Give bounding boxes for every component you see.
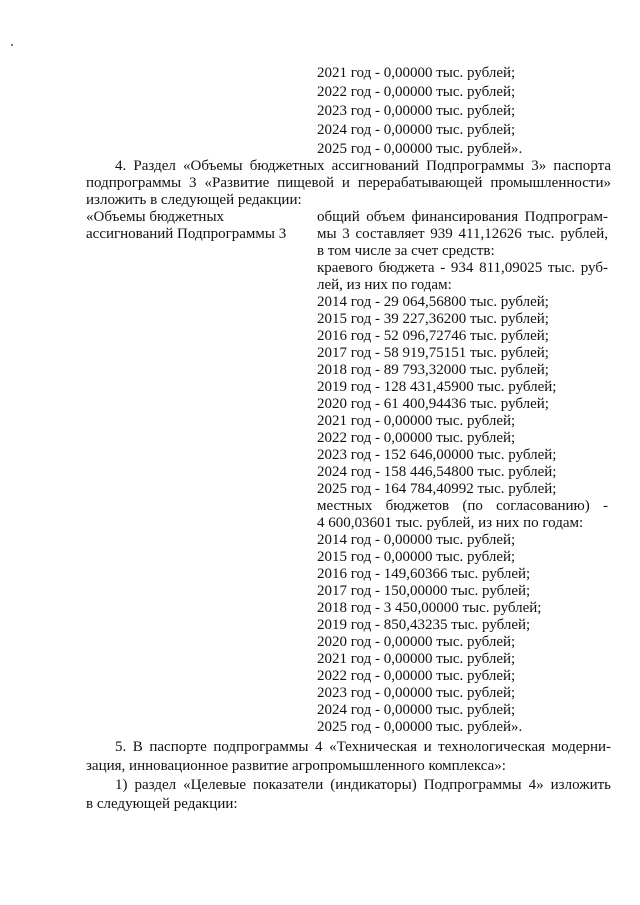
section-5-line: зация, инновационное развитие агропромышленного комплекса»: [86,758,506,774]
section-5-line: в следующей редакции: [86,796,238,812]
section-5-line: 1) раздел «Целевые показатели (индикаторы) Подпрограммы 4» изложить [115,777,611,793]
local-year-line: 2022 год - 0,00000 тыс. рублей; [317,668,516,684]
regional-year-line: 2020 год - 61 400,94436 тыс. рублей; [317,396,549,412]
regional-year-line: 2017 год - 58 919,75151 тыс. рублей; [317,345,549,361]
financing-text-line: краевого бюджета - 934 811,09025 тыс. руб- [317,260,608,276]
local-year-line: 2017 год - 150,00000 тыс. рублей; [317,583,531,599]
regional-year-line: 2025 год - 164 784,40992 тыс. рублей; [317,481,557,497]
regional-year-line: 2021 год - 0,00000 тыс. рублей; [317,413,516,429]
budget-label-line: ассигнований Подпрограммы 3 [86,226,287,242]
financing-text-line: в том числе за счет средств: [317,243,495,259]
local-year-line: 2020 год - 0,00000 тыс. рублей; [317,634,516,650]
regional-year-line: 2019 год - 128 431,45900 тыс. рублей; [317,379,557,395]
financing-text-line: мы 3 составляет 939 411,12626 тыс. рублей, [317,226,608,242]
regional-year-line: 2016 год - 52 096,72746 тыс. рублей; [317,328,549,344]
top-year-line: 2021 год - 0,00000 тыс. рублей; [317,65,516,81]
top-year-line: 2023 год - 0,00000 тыс. рублей; [317,103,516,119]
top-year-line: 2025 год - 0,00000 тыс. рублей». [317,141,523,157]
local-budget-line: местных бюджетов (по согласованию) - [317,498,608,514]
local-budget-line: 4 600,03601 тыс. рублей, из них по годам: [317,515,584,531]
local-year-line: 2015 год - 0,00000 тыс. рублей; [317,549,516,565]
section-5-line: 5. В паспорте подпрограммы 4 «Техническая и технологическая модерни- [115,739,611,755]
section-4-line: изложить в следующей редакции: [86,192,302,208]
regional-year-line: 2024 год - 158 446,54800 тыс. рублей; [317,464,557,480]
regional-year-line: 2015 год - 39 227,36200 тыс. рублей; [317,311,549,327]
financing-text-line: общий объем финансирования Подпрограм- [317,209,608,225]
regional-year-line: 2023 год - 152 646,00000 тыс. рублей; [317,447,557,463]
section-4-line: подпрограммы 3 «Развитие пищевой и перерабатывающей промышленности» [86,175,611,191]
financing-text-line: лей, из них по годам: [317,277,452,293]
local-year-line: 2023 год - 0,00000 тыс. рублей; [317,685,516,701]
local-year-line: 2021 год - 0,00000 тыс. рублей; [317,651,516,667]
regional-year-line: 2018 год - 89 793,32000 тыс. рублей; [317,362,549,378]
local-year-line: 2016 год - 149,60366 тыс. рублей; [317,566,531,582]
regional-year-line: 2014 год - 29 064,56800 тыс. рублей; [317,294,549,310]
top-year-line: 2022 год - 0,00000 тыс. рублей; [317,84,516,100]
section-4-line: 4. Раздел «Объемы бюджетных ассигнований Подпрограммы 3» паспорта [115,158,611,174]
scan-speck [11,44,13,46]
regional-year-line: 2022 год - 0,00000 тыс. рублей; [317,430,516,446]
budget-label-line: «Объемы бюджетных [86,209,225,225]
local-year-line: 2014 год - 0,00000 тыс. рублей; [317,532,516,548]
top-year-line: 2024 год - 0,00000 тыс. рублей; [317,122,516,138]
local-year-line: 2025 год - 0,00000 тыс. рублей». [317,719,523,735]
local-year-line: 2018 год - 3 450,00000 тыс. рублей; [317,600,542,616]
local-year-line: 2019 год - 850,43235 тыс. рублей; [317,617,531,633]
local-year-line: 2024 год - 0,00000 тыс. рублей; [317,702,516,718]
